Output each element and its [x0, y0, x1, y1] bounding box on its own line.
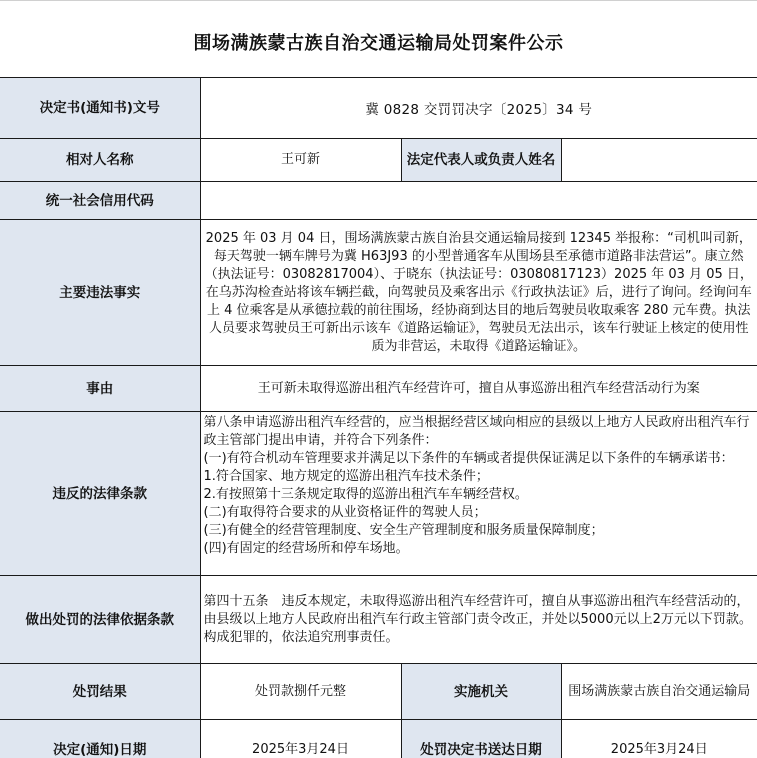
page-title[interactable]: 围场满族蒙古族自治交通运输局处罚案件公示 [0, 1, 757, 78]
violated-law-line: 2.有按照第十三条规定取得的巡游出租汽车车辆经营权。 [203, 487, 528, 502]
result-row [0, 664, 757, 720]
penalty-basis-value[interactable]: 第四十五条 违反本规定，未取得巡游出租汽车经营许可，擅自从事巡游出租汽车经营活动的，由县级以上地方人民政府出租汽车行政主管部门责令改正，并处以5000元以上2万元以下罚款。构成犯罪的，依法追究刑事责任。 [200, 576, 757, 664]
doc-number-label[interactable]: 决定书(通知书)文号 [0, 78, 200, 139]
result-value[interactable]: 处罚款捌仟元整 [200, 664, 401, 720]
delivery-date-label[interactable]: 处罚决定书送达日期 [401, 720, 561, 758]
facts-value[interactable]: 2025 年 03 月 04 日，围场满族蒙古族自治县交通运输局接到 12345 举报称：“司机叫司新，每天驾驶一辆车牌号为冀 H63J93 的小型普通客车从围场县至承德市道路非法营运”。康立然（执法证号：03082817004）、于晓东（执法证号：03080817123）2025 年 03 月 05 日，在乌苏沟检查站将该车辆拦截，向驾驶员及乘客出示《行政执法证》后，进行了询问。经询问车上 4 位乘客是从承德拉载的前往围场，经协商到达目的地后驾驶员收取乘客 280 元车费。执法人员要求驾驶员王可新出示该车《道路运输证》，驾驶员无法出示，该车行驶证上核定的使用性质为非营运，未取得《道路运输证》。 [200, 220, 757, 366]
violated-law-row [0, 412, 757, 576]
credit-code-value[interactable] [200, 182, 757, 220]
violated-law-line: (一)有符合机动车管理要求并满足以下条件的车辆或者提供保证满足以下条件的车辆承诺书： [203, 451, 734, 466]
violated-law-label[interactable]: 违反的法律条款 [0, 412, 200, 576]
penalty-basis-label[interactable]: 做出处罚的法律依据条款 [0, 576, 200, 664]
agency-label[interactable]: 实施机关 [401, 664, 561, 720]
credit-code-row [0, 182, 757, 220]
party-value[interactable]: 王可新 [200, 139, 401, 182]
violated-law-value[interactable] [200, 412, 757, 576]
title-row [0, 1, 757, 78]
cause-label[interactable]: 事由 [0, 366, 200, 412]
delivery-date-value[interactable]: 2025年3月24日 [561, 720, 757, 758]
decision-date-value[interactable]: 2025年3月24日 [200, 720, 401, 758]
dates-row [0, 720, 757, 758]
facts-row [0, 220, 757, 366]
agency-value[interactable]: 围场满族蒙古族自治交通运输局 [561, 664, 757, 720]
penalty-basis-row [0, 576, 757, 664]
legal-rep-label[interactable]: 法定代表人或负责人姓名 [401, 139, 561, 182]
cause-value[interactable]: 王可新未取得巡游出租汽车经营许可，擅自从事巡游出租汽车经营活动行为案 [200, 366, 757, 412]
decision-date-label[interactable]: 决定(通知)日期 [0, 720, 200, 758]
violated-law-line: 第八条申请巡游出租汽车经营的，应当根据经营区域向相应的县级以上地方人民政府出租汽车行政主管部门提出申请，并符合下列条件： [203, 415, 750, 448]
facts-label[interactable]: 主要违法事实 [0, 220, 200, 366]
violated-law-line: 1.符合国家、地方规定的巡游出租汽车技术条件； [203, 469, 489, 484]
doc-number-row [0, 78, 757, 139]
violated-law-line: (二)有取得符合要求的从业资格证件的驾驶人员； [203, 505, 487, 520]
doc-number-value[interactable]: 冀 0828 交罚罚决字〔2025〕34 号 [200, 78, 757, 139]
credit-code-label[interactable]: 统一社会信用代码 [0, 182, 200, 220]
cause-row [0, 366, 757, 412]
legal-rep-value[interactable] [561, 139, 757, 182]
party-row [0, 139, 757, 182]
violated-law-line: (四)有固定的经营场所和停车场地。 [203, 541, 409, 556]
result-label[interactable]: 处罚结果 [0, 664, 200, 720]
party-label[interactable]: 相对人名称 [0, 139, 200, 182]
violated-law-line: (三)有健全的经营管理制度、安全生产管理制度和服务质量保障制度； [203, 523, 604, 538]
